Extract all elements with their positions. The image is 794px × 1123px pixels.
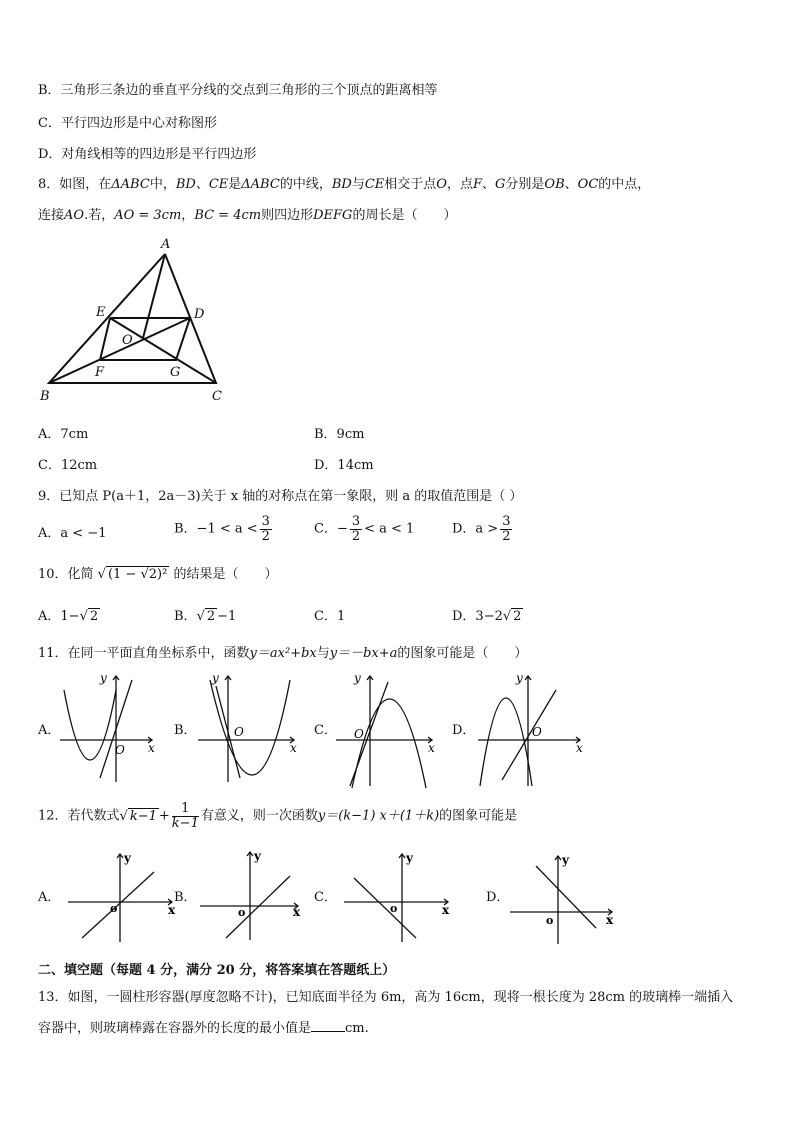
q9-option-c: C．− $\frac{3}{2}$ < a < 1 [314,514,415,544]
q11-option-c-letter: C． [314,723,337,738]
q7-option-d: D．对角线相等的四边形是平行四边形 [38,147,257,162]
q12-option-c-letter: C． [314,890,337,905]
q11-graph-b [198,670,298,785]
svg-text:x: x [576,741,583,755]
label-b: B [40,389,50,404]
svg-text:y: y [562,853,569,867]
label-a: A [161,237,171,252]
q11-option-d-letter: D． [452,723,476,738]
q11-graph-d [476,670,586,790]
q12-option-d-letter: D． [486,890,510,905]
q7-option-c: C．平行四边形是中心对称图形 [38,116,217,131]
svg-text:x: x [428,741,435,755]
q12-graph-d [510,852,620,948]
q9-option-b: B．−1 < a < $\frac{3}{2}$ [174,514,270,544]
svg-text:x: x [290,741,297,755]
q10-option-a: A．1−√ 2 [38,609,99,624]
svg-text:o: o [546,914,554,927]
svg-text:x: x [293,905,301,919]
q12-stem: 12．若代数式√ k−1 + $\frac{1}{k-1}$ 有意义，则一次函数y＝(k−1) x＋(1＋k)的图象可能是 [38,801,518,831]
q11-graph-c [336,670,436,790]
q8-triangle-figure [38,232,238,407]
label-g: G [170,365,181,380]
label-e: E [96,305,106,320]
q8-option-c: C．12cm [38,458,98,473]
svg-text:y: y [212,671,219,685]
q13-stem-line1: 13．如图，一圆柱形容器(厚度忽略不计)，已知底面半径为 6m，高为 16cm，现将一根长度为 28cm 的玻璃棒一端插入 [38,990,734,1005]
svg-text:y: y [254,849,261,863]
q9-option-d: D．a > $\frac{3}{2}$ [452,514,511,544]
svg-text:o: o [390,902,398,915]
q11-graph-a [60,670,160,785]
q13-stem-line2: 容器中，则玻璃棒露在容器外的长度的最小值是 cm. [38,1021,369,1036]
q12-graph-c [344,850,454,946]
q7-option-b: B．三角形三条边的垂直平分线的交点到三角形的三个顶点的距离相等 [38,83,438,98]
q9-option-a: A．a < −1 [38,526,107,541]
q12-graph-b [200,848,305,944]
q10-stem: 10．化简 √ (1 − √2)² 的结果是（ ） [38,567,278,582]
answer-blank[interactable] [311,1019,345,1032]
svg-text:x: x [168,903,176,917]
svg-text:O: O [532,725,542,739]
svg-text:O: O [234,725,244,739]
q10-option-c: C．1 [314,609,346,624]
svg-text:x: x [606,913,614,927]
q8-stem-line1: 8．如图，在ΔABC中，BD、CE是ΔABC的中线，BD与CE相交于点O，点F、G分别是OB、OC的中点， [38,177,651,192]
svg-text:x: x [442,903,450,917]
q11-option-b-letter: B． [174,723,197,738]
q10-option-d: D．3−2√ 2 [452,609,522,624]
section-2-title: 二、填空题（每题 4 分，满分 20 分，将答案填在答题纸上） [38,963,396,978]
svg-text:o: o [110,902,118,915]
svg-text:y: y [516,671,523,685]
svg-text:y: y [406,851,413,865]
svg-text:x: x [148,741,155,755]
q12-graph-a [68,850,178,946]
svg-text:o: o [238,906,246,919]
svg-text:y: y [124,851,131,865]
svg-text:O: O [354,727,364,741]
q11-option-a-letter: A． [38,723,61,738]
q8-option-b: B．9cm [314,427,365,442]
q9-stem: 9．已知点 P(a＋1，2a－3)关于 x 轴的对称点在第一象限，则 a 的取值范围是（ ） [38,489,523,504]
svg-text:y: y [354,671,361,685]
q8-option-a: A．7cm [38,427,89,442]
label-c: C [212,389,222,404]
q11-stem: 11．在同一平面直角坐标系中，函数y＝ax²+bx与y＝－bx+a的图象可能是（ ） [38,646,528,661]
svg-text:y: y [100,671,107,685]
q12-option-a-letter: A． [38,890,61,905]
q8-stem-line2: 连接AO.若，AO = 3cm，BC = 4cm则四边形DEFG的周长是（ ） [38,208,457,223]
q8-option-d: D．14cm [314,458,374,473]
q10-option-b: B．√ 2 −1 [174,609,237,624]
label-o: O [122,333,133,348]
q12-option-b-letter: B． [174,890,197,905]
label-f: F [95,365,105,380]
label-d: D [194,307,205,322]
svg-text:O: O [115,743,125,757]
